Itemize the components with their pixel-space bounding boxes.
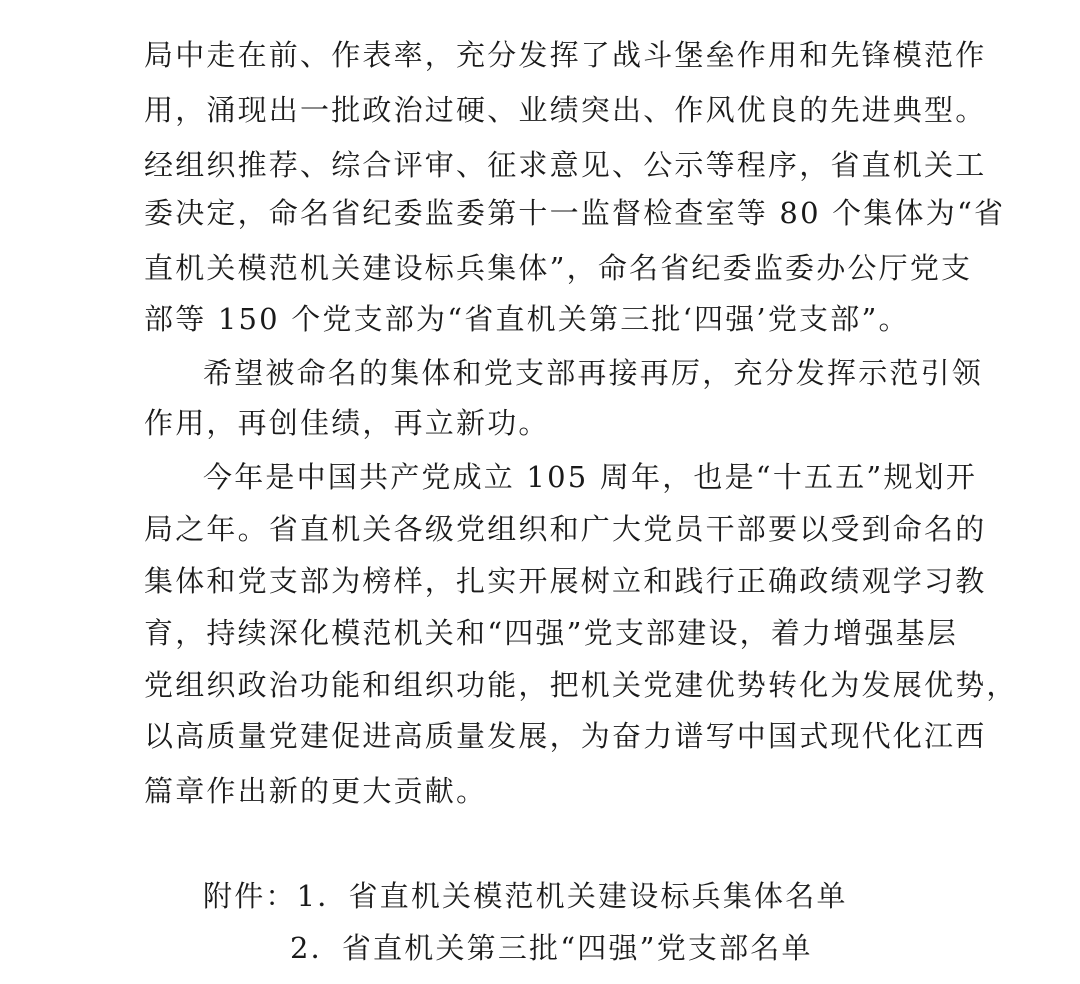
attachment-2: 2．省直机关第三批“四强”党支部名单	[290, 931, 813, 965]
paragraph-2-line-1: 希望被命名的集体和党支部再接再厉，充分发挥示范引领	[203, 356, 984, 390]
paragraph-3-line-4: 育，持续深化模范机关和“四强”党支部建设，着力增强基层	[144, 616, 959, 650]
paragraph-1-line-3: 经组织推荐、综合评审、征求意见、公示等程序，省直机关工	[144, 148, 987, 182]
paragraph-3-line-6: 以高质量党建促进高质量发展，为奋力谱写中国式现代化江西	[144, 719, 987, 753]
paragraph-1-line-4: 委决定，命名省纪委监委第十一监督检查室等 80 个集体为“省	[144, 196, 1006, 230]
paragraph-3-line-3: 集体和党支部为榜样，扎实开展树立和践行正确政绩观学习教	[144, 564, 987, 598]
paragraph-3-line-5: 党组织政治功能和组织功能，把机关党建优势转化为发展优势，	[144, 668, 1018, 702]
paragraph-3-line-1: 今年是中国共产党成立 105 周年，也是“十五五”规划开	[203, 460, 978, 494]
paragraph-3-line-2: 局之年。省直机关各级党组织和广大党员干部要以受到命名的	[144, 512, 987, 546]
paragraph-1-line-2: 用，涌现出一批政治过硬、业绩突出、作风优良的先进典型。	[144, 93, 987, 127]
paragraph-1-line-5: 直机关模范机关建设标兵集体”，命名省纪委监委办公厅党支	[144, 251, 973, 285]
paragraph-1-line-6: 部等 150 个党支部为“省直机关第三批‘四强’党支部”。	[144, 302, 910, 336]
attachment-1: 附件：1．省直机关模范机关建设标兵集体名单	[203, 879, 848, 913]
paragraph-3-line-7: 篇章作出新的更大贡献。	[144, 774, 488, 808]
paragraph-2-line-2: 作用，再创佳绩，再立新功。	[144, 406, 550, 440]
paragraph-1-line-1: 局中走在前、作表率，充分发挥了战斗堡垒作用和先锋模范作	[144, 38, 987, 72]
